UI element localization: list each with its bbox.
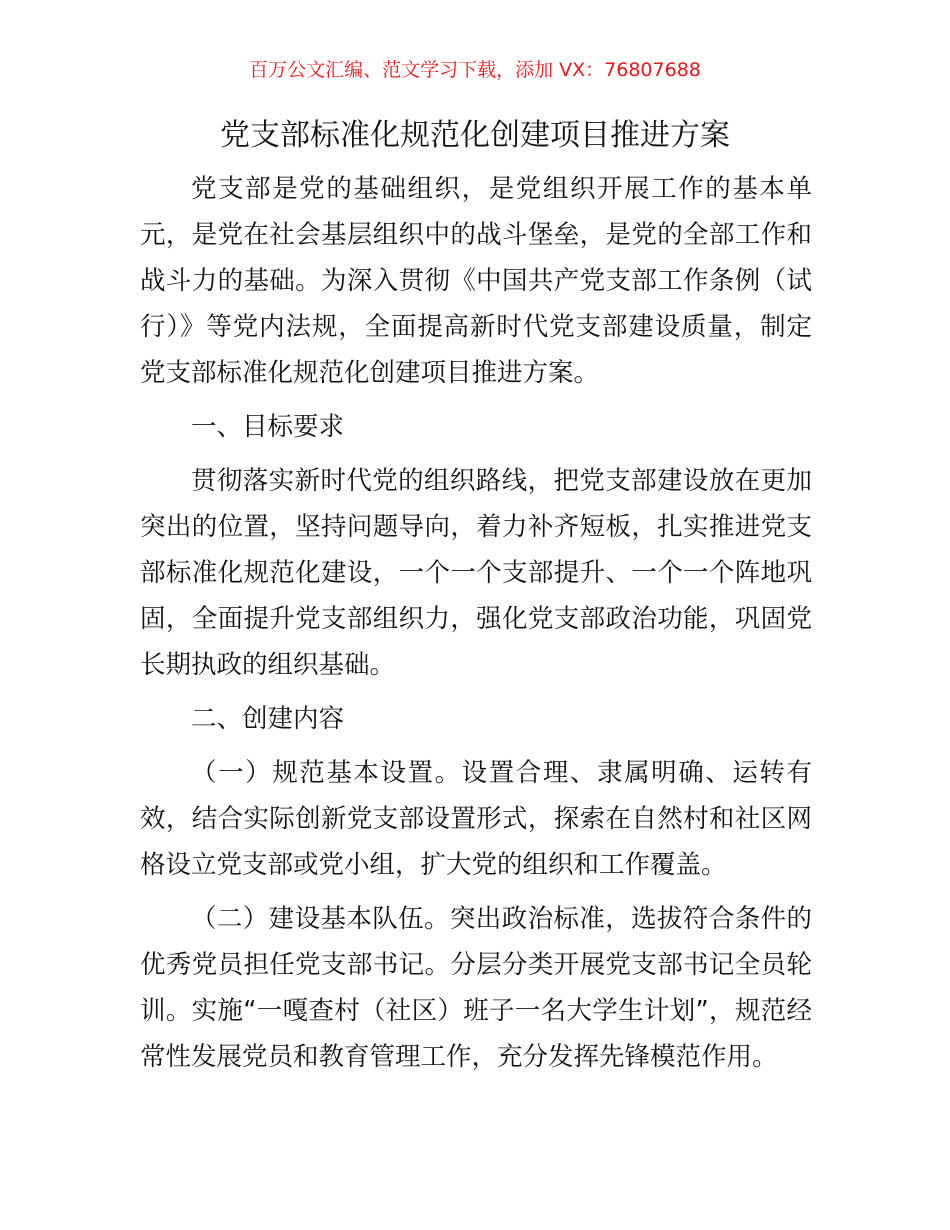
section-heading-goals: 一、目标要求 bbox=[191, 412, 345, 442]
intro-paragraph: 党支部是党的基础组织，是党组织开展工作的基本单元，是党在社会基层组织中的战斗堡垒，是党的全部工作和战斗力的基础。为深入贯彻《中国共产党支部工作条例（试行）》等党内法规，全面提高新时代党支部建设质量，制定党支部标准化规范化创建项目推进方案。 bbox=[140, 174, 812, 388]
document-body bbox=[140, 166, 812, 1088]
document-title: 党支部标准化规范化创建项目推进方案 bbox=[220, 118, 730, 153]
watermark-banner: 百万公文汇编、范文学习下载，添加 VX：76807688 bbox=[249, 59, 701, 81]
goals-paragraph: 贯彻落实新时代党的组织路线，把党支部建设放在更加突出的位置，坚持问题导向，着力补齐短板，扎实推进党支部标准化规范化建设，一个一个支部提升、一个一个阵地巩固，全面提升党支部组织力，强化党支部政治功能，巩固党长期执政的组织基础。 bbox=[140, 466, 812, 680]
section-heading-content: 二、创建内容 bbox=[191, 704, 345, 734]
content-item-1-paragraph: （一）规范基本设置。设置合理、隶属明确、运转有效，结合实际创新党支部设置形式，探索在自然村和社区网格设立党支部或党小组，扩大党的组织和工作覆盖。 bbox=[140, 758, 812, 880]
content-item-2-paragraph: （二）建设基本队伍。突出政治标准，选拔符合条件的优秀党员担任党支部书记。分层分类开展党支部书记全员轮训。实施“一嘎查村（社区）班子一名大学生计划”，规范经常性发展党员和教育管理工作，充分发挥先锋模范作用。 bbox=[140, 904, 812, 1072]
